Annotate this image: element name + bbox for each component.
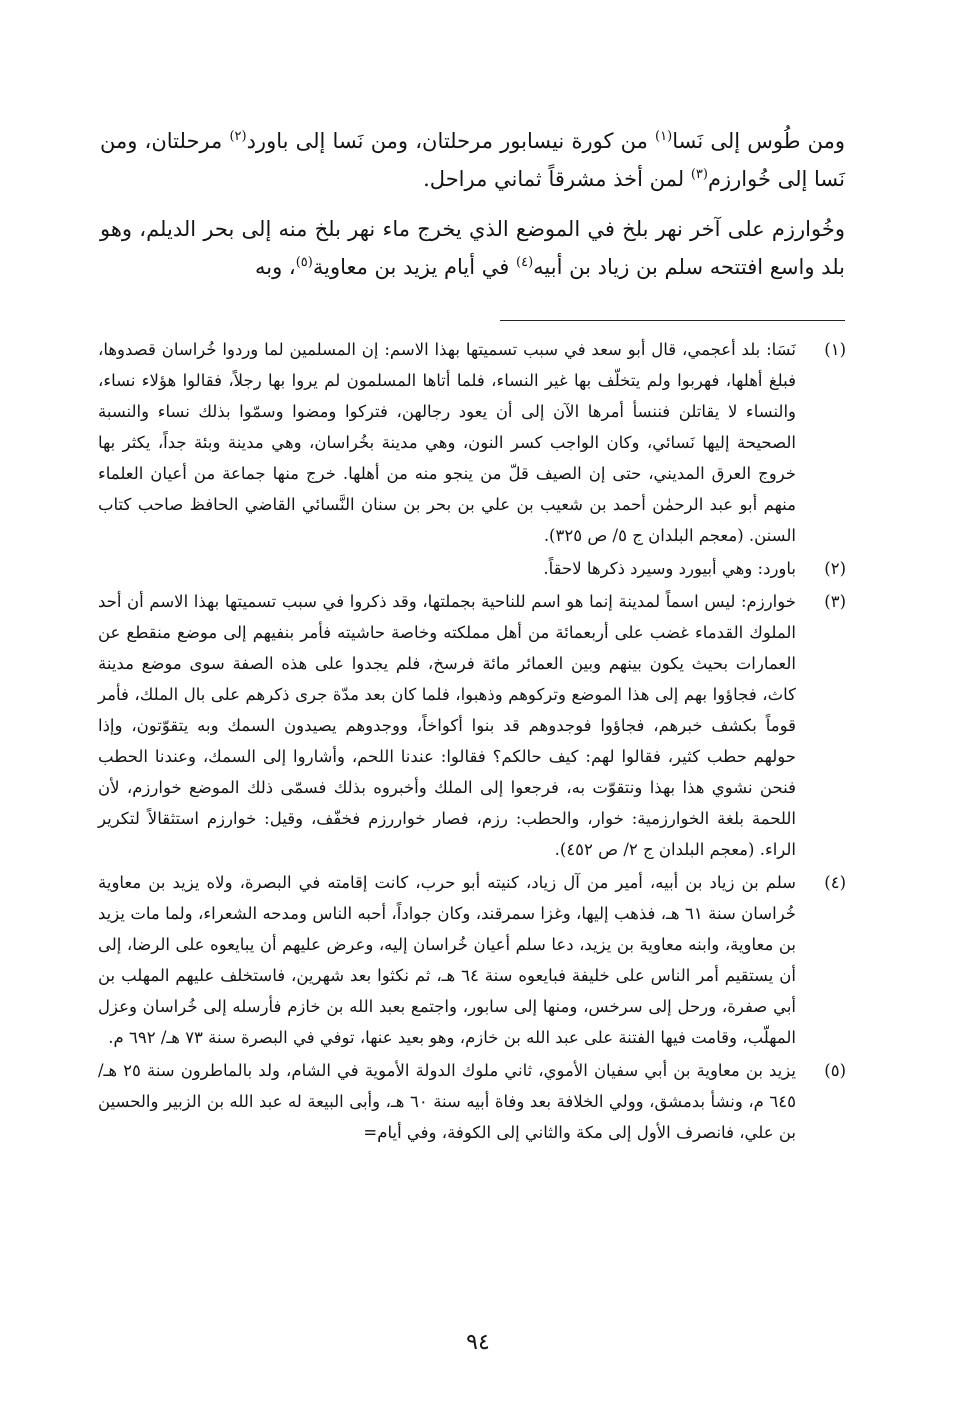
footnote: [98, 1055, 846, 1148]
footnote-number: (٤): [824, 873, 846, 892]
main-text-run: وخُوارزم على آخر نهر بلخ في الموضع الذي يخرج ماء نهر بلخ منه إلى بحر الديلم، وهو بلد واسع افتتحه سلم بن زياد بن أبيه: [100, 217, 845, 279]
footnote-ref-4: (٤): [516, 255, 534, 270]
footnote-number: (٢): [824, 559, 846, 578]
footnote: [98, 553, 846, 584]
main-text: [100, 122, 845, 286]
main-text-run: في أيام يزيد بن معاوية: [312, 255, 516, 279]
main-text-run: من كورة نيسابور مرحلتان، ومن نَسا إلى باورد: [246, 129, 656, 153]
footnote-text: سلم بن زياد بن أبيه، أمير من آل زياد، كنيته أبو حرب، كانت إقامته في البصرة، ولاه يزيد بن معاوية خُراسان سنة ٦١ هـ، فذهب إليها، وغزا سمرقند، وكان جواداً، أحبه الناس ومدحه الشعراء، ولما مات يزيد بن معاوية، وابنه معاوية بن يزيد، دعا سلم أعيان خُراسان إليه، وعرض عليهم أن يبايعوه على الرضا، إلى أن يستقيم أمر الناس على خليفة فبايعوه سنة ٦٤ هـ، ثم نكثوا بعد شهرين، فاستخلف عليهم المهلب بن أبي صفرة، ورحل إلى سرخس، ومنها إلى سابور، واجتمع بعبد الله بن خازم فأرسله إلى خُراسان وعزل المهلّب، وقامت فيها الفتنة على عبد الله بن خازم، وهو بعيد عنها، توفي في البصرة سنة ٧٣ هـ/ ٦٩٢ م.: [98, 873, 796, 1047]
footnote-ref-2: (٢): [229, 129, 247, 144]
footnote: [98, 586, 846, 865]
footnote-text: باورد: وهي أبيورد وسيرد ذكرها لاحقاً.: [543, 559, 796, 578]
main-paragraph-1: [100, 122, 845, 198]
footnote-separator: [500, 320, 845, 321]
footnote-text: نَسَا: بلد أعجمي، قال أبو سعد في سبب تسميتها بهذا الاسم: إن المسلمين لما وردوا خُراسان قصدوها، فبلغ أهلها، فهربوا ولم يتخلّف بها غير النساء، فلما أتاها المسلمون لم يروا بها رجلاً، فقالوا هؤلاء نساء، والنساء لا يقاتلن فننسأ أمرها الآن إلى أن يعود رجالهن، فتركوا ومضوا وسمّوا بذلك نساء والنسبة الصحيحة إليها نَسائي، وكان الواجب كسر النون، وهي مدينة بخُراسان، وهي مدينة وبئة جداً، يكثر بها خروج العرق المديني، حتى إن الصيف قلّ من ينجو منه من أهلها. خرج منها جماعة من أعيان العلماء منهم أبو عبد الرحمٰن أحمد بن شعيب بن علي بن بحر بن سنان النَّسائي القاضي الحافظ صاحب كتاب السنن. (معجم البلدان ج ٥/ ص ٣٢٥).: [98, 340, 796, 545]
footnote-number: (٣): [824, 592, 846, 611]
main-text-run: لمن أخذ مشرقاً ثماني مراحل.: [423, 167, 691, 191]
footnotes: [98, 334, 846, 1150]
main-text-run: ، وبه: [255, 255, 296, 279]
main-text-run: ومن طُوس إلى نَسا: [672, 129, 846, 153]
main-text-run: مرحلتان، ومن نَسا إلى خُوارزم: [100, 129, 845, 191]
main-paragraph-2: [100, 210, 845, 286]
page-number: ٩٤: [466, 1330, 490, 1355]
footnote-ref-3: (٣): [690, 167, 708, 182]
footnote-text: يزيد بن معاوية بن أبي سفيان الأموي، ثاني ملوك الدولة الأموية في الشام، ولد بالماطرون سنة ٢٥ هـ/ ٦٤٥ م، ونشأ بدمشق، وولي الخلافة بعد وفاة أبيه سنة ٦٠ هـ، وأبى البيعة له عبد الله بن الزبير والحسين بن علي، فانصرف الأول إلى مكة والثاني إلى الكوفة، وفي أيام=: [98, 1061, 797, 1142]
footnote-ref-1: (١): [655, 129, 673, 144]
footnote-number: (١): [824, 340, 846, 359]
footnote-text: خوارزم: ليس اسماً لمدينة إنما هو اسم للناحية بجملتها، وقد ذكروا في سبب تسميتها بهذا الاسم أن أحد الملوك القدماء غضب على أربعمائة من أهل مملكته وخاصة حاشيته فأمر بنفيهم إلى موضع منقطع عن العمارات بحيث يكون بينهم وبين العمائر مائة فرسخ، فلم يجدوا على هذه الصفة سوى موضع مدينة كاث، فجاؤوا بهم إلى هذا الموضع وتركوهم وذهبوا، فلما كان بعد مدّة جرى ذكرهم على بال الملك، فأمر قوماً بكشف خبرهم، فجاؤوا فوجدوهم قد بنوا أكواخاً، ووجدوهم يصيدون السمك وبه يتقوّتون، وإذا حولهم حطب كثير، فقالوا لهم: كيف حالكم؟ فقالوا: عندنا اللحم، وأشاروا إلى السمك، وعندنا الحطب فنحن نشوي هذا بهذا ونتقوّت به، فرجعوا إلى الملك وأخبروه بذلك فسمّى ذلك الموضع خوارزم، لأن اللحمة بلغة الخوارزمية: خوار، والحطب: رزم، فصار خواررزم فخفّف، وقيل: خوارزم استثقالاً لتكرير الراء. (معجم البلدان ج ٢/ ص ٤٥٢).: [98, 592, 796, 859]
footnote-ref-5: (٥): [295, 255, 313, 270]
footnote: [98, 334, 846, 551]
footnote-number: (٥): [824, 1061, 846, 1080]
footnote: [98, 867, 846, 1053]
